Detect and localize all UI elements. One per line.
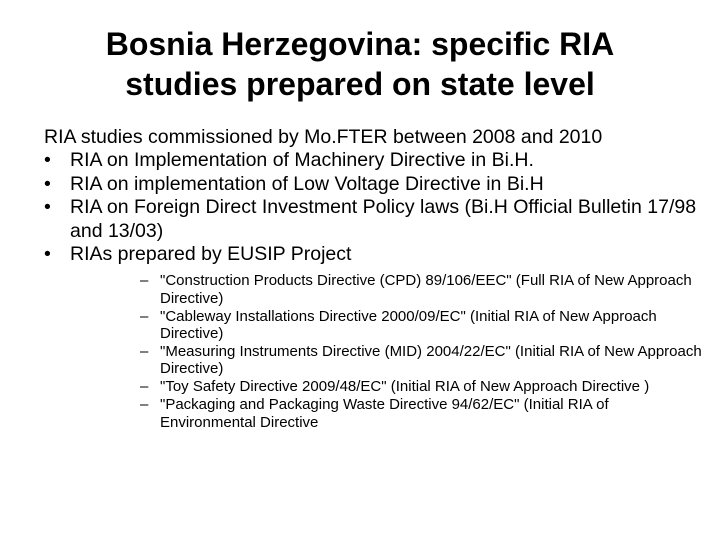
sub-item <box>140 378 704 395</box>
sub-item <box>140 343 704 378</box>
slide-title <box>40 24 680 104</box>
intro-text: RIA studies commissioned by Mo.FTER between 2008 and 2010 <box>44 126 603 148</box>
bullet-list <box>44 149 704 431</box>
bullet-text: RIAs prepared by EUSIP Project <box>70 243 352 266</box>
dash-marker: – <box>140 396 149 414</box>
slide-body <box>44 126 704 432</box>
bullet-item <box>44 196 704 243</box>
title-line-1: Bosnia Herzegovina: specific RIA <box>105 26 615 62</box>
bullet-marker: • <box>44 172 51 195</box>
sub-item-text: "Construction Products Directive (CPD) 89/106/EEC" (Full RIA of New Approach Directive) <box>160 272 692 307</box>
dash-marker: – <box>140 343 149 361</box>
sub-item-text: "Measuring Instruments Directive (MID) 2004/22/EC" (Initial RIA of New Approach Directive) <box>160 343 702 378</box>
sub-item <box>140 272 704 307</box>
bullet-marker: • <box>44 243 51 266</box>
bullet-marker: • <box>44 149 51 172</box>
bullet-text: RIA on Foreign Direct Investment Policy laws (Bi.H Official Bulletin 17/98 and 13/03) <box>70 196 697 242</box>
dash-marker: – <box>140 378 149 396</box>
dash-marker: – <box>140 272 149 290</box>
title-line-2: studies prepared on state level <box>125 66 595 102</box>
sub-item-text: "Packaging and Packaging Waste Directive 94/62/EC" (Initial RIA of Environmental Directive <box>160 396 609 431</box>
bullet-item <box>44 243 704 431</box>
sub-item <box>140 308 704 343</box>
bullet-marker: • <box>44 196 51 219</box>
sub-item-text: "Toy Safety Directive 2009/48/EC" (Initial RIA of New Approach Directive ) <box>160 378 650 396</box>
sub-list <box>70 272 704 431</box>
bullet-item <box>44 173 704 196</box>
bullet-text: RIA on implementation of Low Voltage Directive in Bi.H <box>70 172 544 195</box>
sub-item-text: "Cableway Installations Directive 2000/09/EC" (Initial RIA of New Approach Directive) <box>160 307 657 343</box>
bullet-item <box>44 149 704 172</box>
bullet-text: RIA on Implementation of Machinery Directive in Bi.H. <box>70 149 534 172</box>
sub-item <box>140 396 704 431</box>
dash-marker: – <box>140 307 149 325</box>
